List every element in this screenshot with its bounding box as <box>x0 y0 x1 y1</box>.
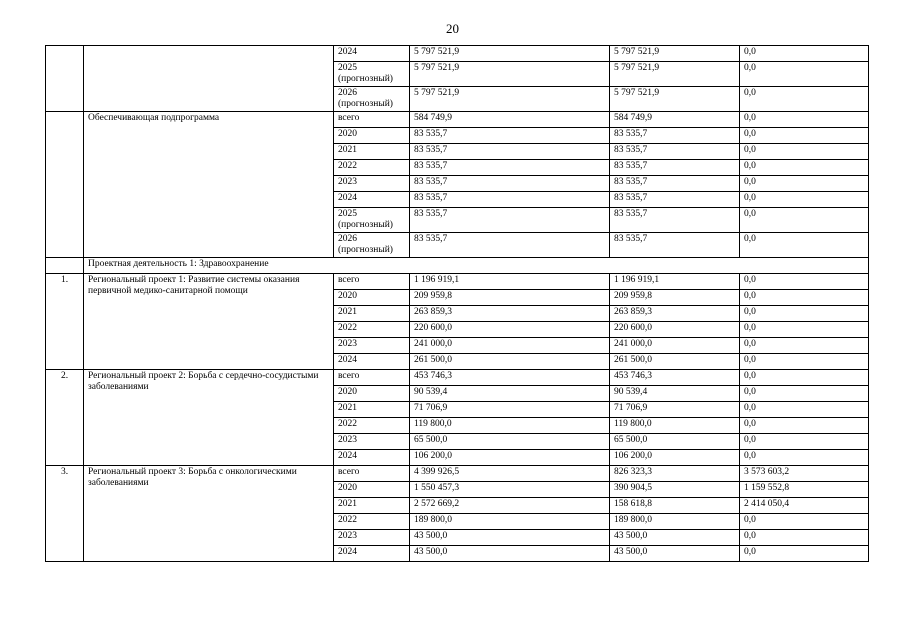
total-amount-cell: 71 706,9 <box>410 402 610 418</box>
federal-budget-cell: 2 414 050,4 <box>740 498 869 514</box>
regional-budget-cell: 83 535,7 <box>610 233 740 258</box>
regional-budget-cell: 826 323,3 <box>610 466 740 482</box>
regional-budget-cell: 158 618,8 <box>610 498 740 514</box>
regional-budget-cell: 83 535,7 <box>610 176 740 192</box>
total-amount-cell: 241 000,0 <box>410 338 610 354</box>
regional-budget-cell: 5 797 521,9 <box>610 87 740 112</box>
period-cell: 2020 <box>334 386 410 402</box>
regional-budget-cell: 189 800,0 <box>610 514 740 530</box>
federal-budget-cell: 0,0 <box>740 322 869 338</box>
period-cell: 2020 <box>334 482 410 498</box>
regional-budget-cell: 584 749,9 <box>610 112 740 128</box>
regional-budget-cell: 263 859,3 <box>610 306 740 322</box>
total-amount-cell: 43 500,0 <box>410 530 610 546</box>
period-cell: 2022 <box>334 322 410 338</box>
program-name-cell: Региональный проект 3: Борьба с онкологическими заболеваниями <box>84 466 334 562</box>
period-cell: 2026 (прогнозный) <box>334 233 410 258</box>
section-row <box>46 258 869 274</box>
federal-budget-cell: 0,0 <box>740 434 869 450</box>
regional-budget-cell: 453 746,3 <box>610 370 740 386</box>
period-cell: 2024 <box>334 46 410 62</box>
period-cell: 2025 (прогнозный) <box>334 208 410 233</box>
table-row <box>46 46 869 62</box>
federal-budget-cell: 0,0 <box>740 46 869 62</box>
federal-budget-cell: 0,0 <box>740 160 869 176</box>
total-amount-cell: 106 200,0 <box>410 450 610 466</box>
total-amount-cell: 83 535,7 <box>410 160 610 176</box>
row-number-cell: 1. <box>46 274 84 370</box>
row-number-cell <box>46 112 84 258</box>
federal-budget-cell: 0,0 <box>740 530 869 546</box>
federal-budget-cell: 0,0 <box>740 338 869 354</box>
total-amount-cell: 83 535,7 <box>410 233 610 258</box>
period-cell: 2023 <box>334 530 410 546</box>
table-row <box>46 112 869 128</box>
row-number-cell <box>46 46 84 112</box>
total-amount-cell: 83 535,7 <box>410 128 610 144</box>
federal-budget-cell: 0,0 <box>740 208 869 233</box>
total-amount-cell: 189 800,0 <box>410 514 610 530</box>
federal-budget-cell: 0,0 <box>740 418 869 434</box>
federal-budget-cell: 0,0 <box>740 290 869 306</box>
page-number: 20 <box>446 21 459 36</box>
total-amount-cell: 83 535,7 <box>410 208 610 233</box>
federal-budget-cell: 0,0 <box>740 402 869 418</box>
total-amount-cell: 83 535,7 <box>410 144 610 160</box>
period-cell: 2021 <box>334 144 410 160</box>
federal-budget-cell: 0,0 <box>740 546 869 562</box>
budget-table-body <box>46 46 869 562</box>
total-amount-cell: 453 746,3 <box>410 370 610 386</box>
period-cell: 2024 <box>334 450 410 466</box>
federal-budget-cell: 0,0 <box>740 144 869 160</box>
regional-budget-cell: 106 200,0 <box>610 450 740 466</box>
total-amount-cell: 90 539,4 <box>410 386 610 402</box>
regional-budget-cell: 1 196 919,1 <box>610 274 740 290</box>
regional-budget-cell: 390 904,5 <box>610 482 740 498</box>
regional-budget-cell: 83 535,7 <box>610 192 740 208</box>
row-number-cell <box>46 258 84 274</box>
period-cell: всего <box>334 466 410 482</box>
federal-budget-cell: 0,0 <box>740 192 869 208</box>
federal-budget-cell: 1 159 552,8 <box>740 482 869 498</box>
period-cell: 2021 <box>334 498 410 514</box>
regional-budget-cell: 43 500,0 <box>610 530 740 546</box>
period-cell: 2022 <box>334 160 410 176</box>
period-cell: 2024 <box>334 546 410 562</box>
period-cell: 2023 <box>334 176 410 192</box>
regional-budget-cell: 119 800,0 <box>610 418 740 434</box>
federal-budget-cell: 0,0 <box>740 62 869 87</box>
period-cell: 2021 <box>334 306 410 322</box>
regional-budget-cell: 209 959,8 <box>610 290 740 306</box>
period-cell: 2020 <box>334 290 410 306</box>
total-amount-cell: 4 399 926,5 <box>410 466 610 482</box>
federal-budget-cell: 0,0 <box>740 514 869 530</box>
total-amount-cell: 5 797 521,9 <box>410 46 610 62</box>
budget-table <box>45 45 869 562</box>
regional-budget-cell: 241 000,0 <box>610 338 740 354</box>
period-cell: 2022 <box>334 418 410 434</box>
federal-budget-cell: 0,0 <box>740 306 869 322</box>
period-cell: 2023 <box>334 338 410 354</box>
federal-budget-cell: 0,0 <box>740 176 869 192</box>
total-amount-cell: 584 749,9 <box>410 112 610 128</box>
period-cell: 2025 (прогнозный) <box>334 62 410 87</box>
regional-budget-cell: 261 500,0 <box>610 354 740 370</box>
federal-budget-cell: 0,0 <box>740 87 869 112</box>
period-cell: всего <box>334 112 410 128</box>
period-cell: 2022 <box>334 514 410 530</box>
total-amount-cell: 220 600,0 <box>410 322 610 338</box>
section-title: Проектная деятельность 1: Здравоохранение <box>84 258 869 274</box>
total-amount-cell: 2 572 669,2 <box>410 498 610 514</box>
total-amount-cell: 5 797 521,9 <box>410 62 610 87</box>
regional-budget-cell: 83 535,7 <box>610 128 740 144</box>
program-name-cell <box>84 46 334 112</box>
federal-budget-cell: 0,0 <box>740 274 869 290</box>
table-row <box>46 466 869 482</box>
total-amount-cell: 43 500,0 <box>410 546 610 562</box>
program-name-cell: Региональный проект 1: Развитие системы оказания первичной медико-санитарной помощи <box>84 274 334 370</box>
total-amount-cell: 1 196 919,1 <box>410 274 610 290</box>
program-name-cell: Обеспечивающая подпрограмма <box>84 112 334 258</box>
period-cell: 2026 (прогнозный) <box>334 87 410 112</box>
federal-budget-cell: 0,0 <box>740 354 869 370</box>
total-amount-cell: 119 800,0 <box>410 418 610 434</box>
table-row <box>46 370 869 386</box>
total-amount-cell: 261 500,0 <box>410 354 610 370</box>
regional-budget-cell: 83 535,7 <box>610 208 740 233</box>
total-amount-cell: 83 535,7 <box>410 176 610 192</box>
federal-budget-cell: 0,0 <box>740 370 869 386</box>
regional-budget-cell: 83 535,7 <box>610 160 740 176</box>
federal-budget-cell: 3 573 603,2 <box>740 466 869 482</box>
period-cell: 2024 <box>334 192 410 208</box>
period-cell: всего <box>334 370 410 386</box>
total-amount-cell: 209 959,8 <box>410 290 610 306</box>
federal-budget-cell: 0,0 <box>740 112 869 128</box>
federal-budget-cell: 0,0 <box>740 450 869 466</box>
regional-budget-cell: 43 500,0 <box>610 546 740 562</box>
federal-budget-cell: 0,0 <box>740 233 869 258</box>
regional-budget-cell: 65 500,0 <box>610 434 740 450</box>
regional-budget-cell: 83 535,7 <box>610 144 740 160</box>
period-cell: 2024 <box>334 354 410 370</box>
row-number-cell: 2. <box>46 370 84 466</box>
period-cell: 2021 <box>334 402 410 418</box>
regional-budget-cell: 5 797 521,9 <box>610 46 740 62</box>
total-amount-cell: 83 535,7 <box>410 192 610 208</box>
period-cell: всего <box>334 274 410 290</box>
total-amount-cell: 65 500,0 <box>410 434 610 450</box>
federal-budget-cell: 0,0 <box>740 128 869 144</box>
period-cell: 2023 <box>334 434 410 450</box>
row-number-cell: 3. <box>46 466 84 562</box>
period-cell: 2020 <box>334 128 410 144</box>
regional-budget-cell: 71 706,9 <box>610 402 740 418</box>
regional-budget-cell: 90 539,4 <box>610 386 740 402</box>
regional-budget-cell: 5 797 521,9 <box>610 62 740 87</box>
total-amount-cell: 5 797 521,9 <box>410 87 610 112</box>
federal-budget-cell: 0,0 <box>740 386 869 402</box>
program-name-cell: Региональный проект 2: Борьба с сердечно-сосудистыми заболеваниями <box>84 370 334 466</box>
regional-budget-cell: 220 600,0 <box>610 322 740 338</box>
table-row <box>46 274 869 290</box>
total-amount-cell: 1 550 457,3 <box>410 482 610 498</box>
total-amount-cell: 263 859,3 <box>410 306 610 322</box>
